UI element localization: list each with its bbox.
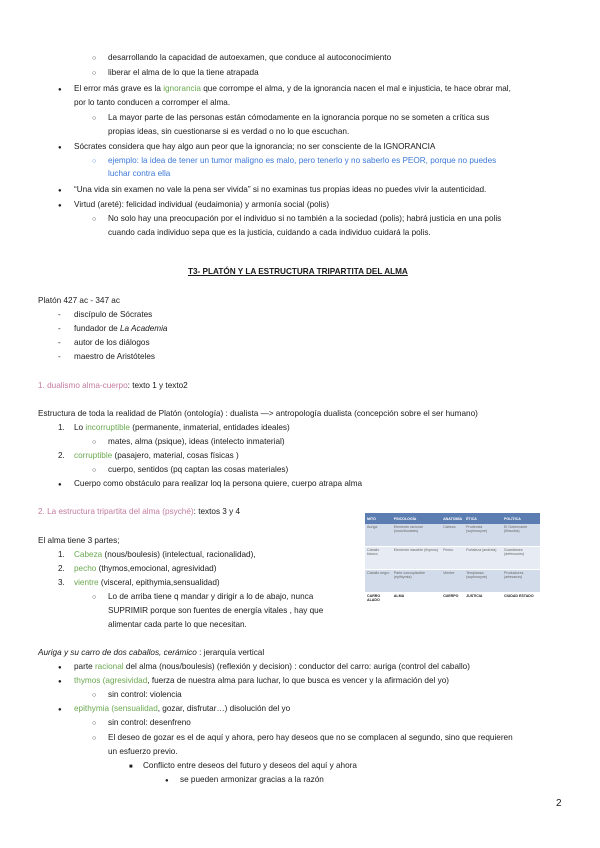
text-line: autor de los diálogos: [74, 338, 150, 347]
table-cell: Vientre: [441, 570, 464, 593]
list-number: 2.: [58, 564, 65, 573]
table-cell: Elemento irascible (thymos): [392, 547, 441, 570]
text-line: Lo de arriba tiene q mandar y dirigir a lo de abajo, nunca: [108, 592, 314, 601]
bullet-icon: [165, 774, 169, 787]
subheading: 1. dualismo alma-cuerpo: texto 1 y texto2: [38, 381, 188, 390]
text-line: desarrollando la capacidad de autoexamen, que conduce al autoconocimiento: [108, 53, 392, 62]
text-line: cuando cada individuo sepa que es la justicia, cuidando a cada individuo cuidará la polis.: [108, 228, 431, 237]
text-line: epithymia (sensualidad, gozar, disfrutar…) disolución del yo: [74, 704, 291, 713]
text-line: Platón 427 ac - 347 ac: [38, 296, 120, 305]
text-line: El deseo de gozar es el de aquí y ahora, pero hay deseos que no se complacen al segundo, sino que requieren: [108, 733, 513, 742]
table-cell: El Gobernante (filósofos): [502, 524, 540, 547]
table-row: [365, 547, 540, 570]
text-line: cuerpo, sentidos (pq captan las cosas materiales): [108, 465, 289, 474]
table-header-row: [365, 513, 540, 524]
text-line: Cabeza (nous/boulesis) (intelectual, racionalidad),: [74, 550, 256, 559]
section-title: T3- PLATÓN Y LA ESTRUCTURA TRIPARTITA DEL ALMA: [188, 267, 408, 276]
list-number: 3.: [58, 578, 65, 587]
bullet-icon: [92, 112, 96, 124]
table-header: MITO: [365, 513, 392, 524]
bullet-icon: [58, 199, 62, 212]
text-line: un esfuerzo previo.: [108, 747, 178, 756]
bullet-icon: [58, 478, 62, 491]
table-row: [365, 524, 540, 547]
text-line: discípulo de Sócrates: [74, 310, 153, 319]
text-line: maestro de Aristóteles: [74, 352, 156, 361]
table-cell: Productores (artesanos): [502, 570, 540, 593]
text-line: Auriga y su carro de dos caballos, cerámico : jerarquía vertical: [38, 648, 265, 657]
bullet-icon: [58, 141, 62, 154]
page-number: 2: [556, 798, 562, 809]
dash-icon: -: [58, 352, 61, 361]
text-line: Estructura de toda la realidad de Platón (ontología) : dualista —> antropología dualista (concepción sobre el ser humano): [38, 409, 478, 418]
text-line: El error más grave es la ignorancia que corrompe el alma, y de la ignorancia nacen el mal e injusticia, te hace obrar mal,: [74, 84, 511, 93]
text-line: se pueden armonizar gracias a la razón: [180, 775, 324, 784]
table-cell: ALMA: [392, 593, 441, 610]
text-line: corruptible (pasajero, material, cosas físicas ): [74, 451, 239, 460]
text-line: alimentar cada parte lo que necesitan.: [108, 620, 247, 629]
bullet-icon: [92, 591, 96, 603]
text-line: Virtud (areté): felicidad individual (eudaimonia) y armonía social (polis): [74, 200, 330, 209]
table-cell: Caballo negro: [365, 570, 392, 593]
dash-icon: -: [58, 310, 61, 319]
bullet-icon: [92, 213, 96, 225]
text-line: La mayor parte de las personas están cómodamente en la ignorancia porque no se someten a crítica sus: [108, 113, 490, 122]
text-line: “Una vida sin examen no vale la pena ser vivida” si no examinas tus propias ideas no puedes vivir la autenticidad.: [74, 185, 487, 194]
table-header: ANATOMÍA: [441, 513, 464, 524]
bullet-icon: [58, 703, 62, 716]
text-line: Lo incorruptible (permanente, inmaterial, entidades ideales): [74, 423, 290, 432]
table-header: PSICOLOGÍA: [392, 513, 441, 524]
list-number: 1.: [58, 550, 65, 559]
text-line: por lo tanto conducen a corromper el alma.: [74, 98, 231, 107]
text-line: No solo hay una preocupación por el individuo si no también a la sociedad (polis); habrá justicia en una polis: [108, 214, 502, 223]
bullet-icon: [92, 689, 96, 701]
table-cell: Elemento racional (nous/boulesis): [392, 524, 441, 547]
table-header: ÉTICA: [464, 513, 502, 524]
table-cell: Parte concupiscible (epithymia): [392, 570, 441, 593]
text-line: Cuerpo como obstáculo para realizar loq la persona quiere, cuerpo atrapa alma: [74, 479, 363, 488]
table-cell: Fortaleza (andreia): [464, 547, 502, 570]
text-line: thymos (agresividad, fuerza de nuestra alma para luchar, lo que busca es vencer y la afirmación del yo): [74, 676, 449, 685]
table-cell: Pecho: [441, 547, 464, 570]
mind-table: [365, 513, 540, 610]
bullet-icon: [92, 52, 96, 64]
dash-icon: -: [58, 338, 61, 347]
table-cell: JUSTICIA: [464, 593, 502, 610]
table-cell: Guardianes (defensores): [502, 547, 540, 570]
bullet-icon: [58, 83, 62, 96]
table-cell: Auriga: [365, 524, 392, 547]
text-line: SUPRIMIR porque son fuentes de energía vitales , hay que: [108, 606, 324, 615]
text-line: luchar contra ella: [108, 169, 171, 178]
bullet-icon: [92, 732, 96, 744]
text-line: ejemplo: la idea de tener un tumor maligno es malo, pero tenerlo y no saberlo es PEOR, porque no puedes: [108, 156, 497, 165]
text-line: mates, alma (psique), ideas (intelecto inmaterial): [108, 437, 285, 446]
text-line: Conflicto entre deseos del futuro y deseos del aquí y ahora: [143, 761, 357, 770]
text-line: sin control: violencia: [108, 690, 182, 699]
table-cell: Prudencia (sophrosyne): [464, 524, 502, 547]
bullet-icon: [58, 184, 62, 197]
text-line: fundador de La Academia: [74, 324, 168, 333]
text-line: sin control: desenfreno: [108, 718, 191, 727]
bullet-icon: [92, 464, 96, 476]
table-cell: CARRO ALADO: [365, 593, 392, 610]
table-cell: CIUDAD ESTADO: [502, 593, 540, 610]
bullet-icon: [92, 67, 96, 79]
table-footer-row: [365, 593, 540, 610]
table-cell: Caballo blanco: [365, 547, 392, 570]
text-line: vientre (visceral, epithymia,sensualidad): [74, 578, 220, 587]
table-row: [365, 570, 540, 593]
text-line: El alma tiene 3 partes;: [38, 536, 120, 545]
text-line: Sócrates considera que hay algo aun peor que la ignorancia; no ser consciente de la IGNORANCIA: [74, 142, 436, 151]
table-cell: CUERPO: [441, 593, 464, 610]
text-line: pecho (thymos,emocional, agresividad): [74, 564, 217, 573]
bullet-icon: [92, 436, 96, 448]
bullet-icon: [58, 675, 62, 688]
table-header: POLÍTICA: [502, 513, 540, 524]
text-line: propias ideas, sin cuestionarse si es verdad o no lo que escuchan.: [108, 127, 350, 136]
subheading: 2. La estructura tripartita del alma (psyché): textos 3 y 4: [38, 507, 241, 516]
text-line: liberar el alma de lo que la tiene atrapada: [108, 68, 259, 77]
table-cell: Cabeza: [441, 524, 464, 547]
table-cell: Templanza (sophrosyne): [464, 570, 502, 593]
list-number: 1.: [58, 423, 65, 432]
bullet-icon: [92, 155, 96, 167]
dash-icon: -: [58, 324, 61, 333]
bullet-icon: [129, 760, 133, 773]
bullet-icon: [92, 717, 96, 729]
text-line: parte racional del alma (nous/boulesis) (reflexión y decision) : conductor del carro: auriga (control del caballo): [74, 662, 470, 671]
bullet-icon: [58, 661, 62, 674]
list-number: 2.: [58, 451, 65, 460]
